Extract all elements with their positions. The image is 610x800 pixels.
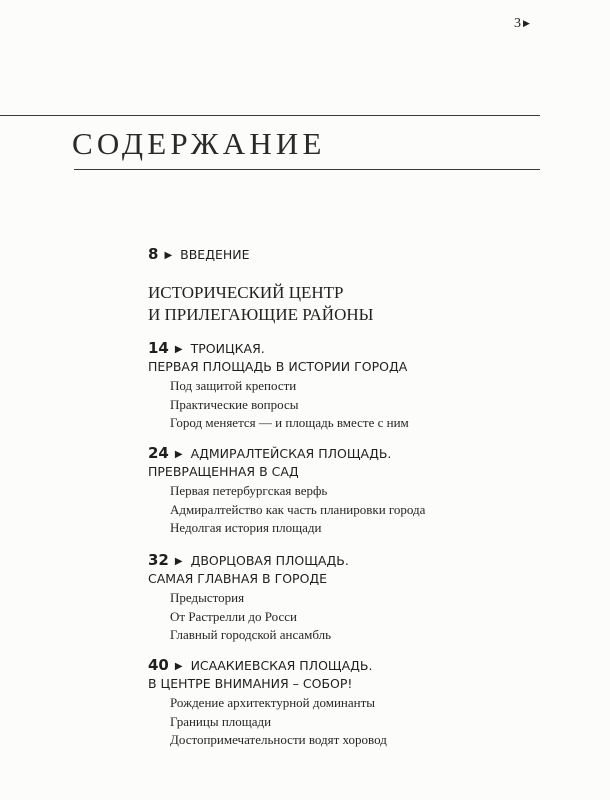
title-rule-top (0, 115, 540, 116)
toc-entry-title-line2: САМАЯ ГЛАВНАЯ В ГОРОДЕ (148, 571, 328, 586)
toc-subentries (170, 589, 349, 645)
toc-entry-title-line1: ДВОРЦОВАЯ ПЛОЩАДЬ. (190, 553, 349, 568)
page-number (514, 16, 530, 32)
toc-subentry[interactable]: Город меняется — и площадь вместе с ним (170, 415, 409, 430)
toc-entry-title-line1: АДМИРАЛТЕЙСКАЯ ПЛОЩАДЬ. (190, 446, 392, 461)
toc-subentry[interactable]: Границы площади (170, 713, 272, 729)
toc-subentry[interactable]: Достопримечательности водят хоровод (170, 732, 387, 747)
toc-subentry[interactable]: Рождение архитектурной доминанты (170, 695, 376, 710)
page-number-value: 3 (514, 16, 521, 31)
toc-entry-title-line1: ТРОИЦКАЯ. (190, 341, 265, 356)
toc-page-number: 14 (148, 339, 169, 357)
toc-entry[interactable] (148, 340, 409, 433)
toc-entry-title: ВВЕДЕНИЕ (180, 247, 250, 262)
toc-subentry[interactable]: Предыстория (170, 590, 245, 605)
toc-subentry[interactable]: Главный городской ансамбль (170, 627, 332, 642)
toc-entry[interactable] (148, 445, 425, 538)
toc-entry[interactable] (148, 552, 349, 645)
triangle-right-icon: ▶ (174, 661, 183, 672)
toc-entry-heading (148, 657, 387, 692)
toc-entry-heading (148, 552, 349, 587)
toc-entry-title-line2: ПЕРВАЯ ПЛОЩАДЬ В ИСТОРИИ ГОРОДА (148, 359, 408, 374)
toc-subentry[interactable]: Практические вопросы (170, 396, 299, 412)
toc-entry[interactable] (148, 657, 387, 750)
toc-subentries (170, 377, 409, 433)
triangle-right-icon: ▶ (174, 344, 183, 355)
toc-subentry[interactable]: От Растрелли до Росси (170, 608, 297, 624)
triangle-right-icon: ▶ (174, 449, 183, 460)
triangle-right-icon: ▶ (523, 18, 530, 28)
toc-subentry[interactable]: Под защитой крепости (170, 378, 297, 393)
toc-page-number: 40 (148, 656, 169, 674)
page-title: СОДЕРЖАНИЕ (72, 126, 326, 161)
toc-section-heading (148, 282, 373, 326)
title-rule-bottom (74, 169, 540, 170)
toc-subentries (170, 482, 425, 538)
toc-subentry[interactable]: Первая петербургская верфь (170, 483, 328, 498)
toc-entry-title-line2: В ЦЕНТРЕ ВНИМАНИЯ – СОБОР! (148, 676, 353, 691)
toc-subentries (170, 694, 387, 750)
section-heading-line2: И ПРИЛЕГАЮЩИЕ РАЙОНЫ (148, 305, 374, 324)
toc-subentry[interactable]: Недолгая история площади (170, 520, 322, 535)
section-heading-line1: ИСТОРИЧЕСКИЙ ЦЕНТР (148, 283, 344, 302)
toc-entry-heading (148, 445, 425, 480)
toc-page-number: 24 (148, 444, 169, 462)
toc-subentry[interactable]: Адмиралтейство как часть планировки города (170, 501, 426, 517)
toc-entry-title-line1: ИСААКИЕВСКАЯ ПЛОЩАДЬ. (190, 658, 373, 673)
triangle-right-icon: ▶ (174, 556, 183, 567)
toc-intro-entry[interactable] (148, 245, 250, 263)
toc-page-number: 8 (148, 245, 159, 263)
toc-page-number: 32 (148, 551, 169, 569)
toc-entry-heading (148, 340, 409, 375)
toc-entry-title-line2: ПРЕВРАЩЕННАЯ В САД (148, 464, 299, 479)
triangle-right-icon: ▶ (164, 250, 173, 261)
